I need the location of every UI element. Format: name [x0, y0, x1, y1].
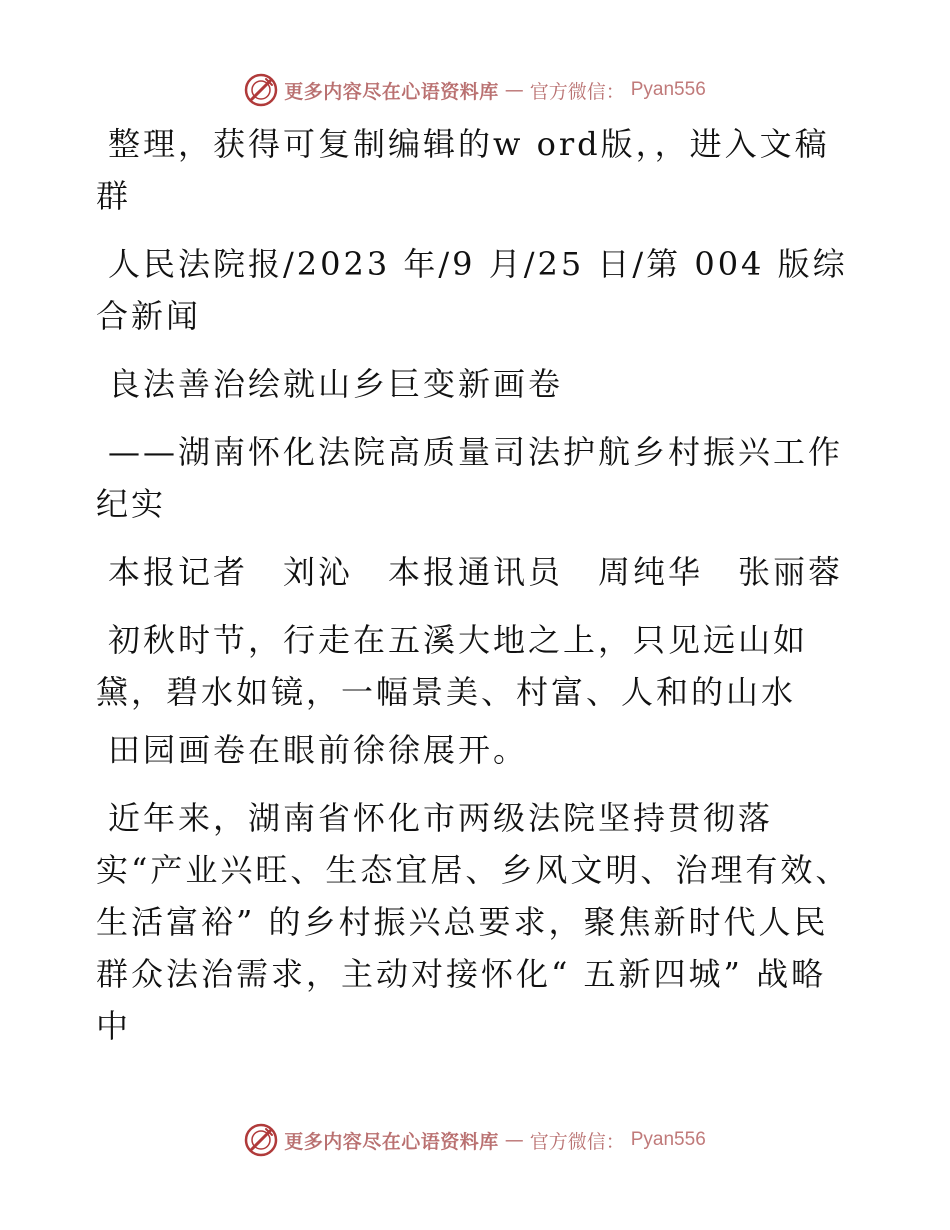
body-paragraph: 初秋时节，行走在五溪大地之上，只见远山如黛，碧水如镜，一幅景美、村富、人和的山水: [96, 621, 809, 711]
body-paragraph: 田园画卷在眼前徐徐展开。: [108, 731, 529, 769]
article-subtitle: ——湖南怀化法院高质量司法护航乡村振兴工作纪实: [96, 433, 844, 523]
byline: 本报记者 刘沁 本报通讯员 周纯华 张丽蓉: [108, 553, 844, 591]
watermark-footer: [0, 1120, 950, 1160]
seal-logo-icon: [244, 73, 278, 107]
watermark-wechat-label: 官方微信：: [529, 1130, 625, 1153]
watermark-header: [0, 70, 950, 110]
document-body: [96, 118, 856, 1064]
seal-logo-icon: [244, 1123, 278, 1157]
watermark-text: 更多内容尽在心语资料库: [284, 1130, 499, 1153]
body-paragraph: 近年来，湖南省怀化市两级法院坚持贯彻落实“产业兴旺、生态宜居、乡风文明、治理有效、生活富裕” 的乡村振兴总要求，聚焦新时代人民群众法治需求，主动对接怀化“ 五新四城” 战略中: [96, 799, 851, 1045]
watermark-wechat-label: 官方微信：: [529, 80, 625, 103]
article-title: 良法善治绘就山乡巨变新画卷: [108, 365, 564, 403]
watermark-wechat-id: Pyan556: [630, 79, 706, 100]
watermark-dash: —: [504, 1129, 524, 1151]
watermark-wechat-id: Pyan556: [630, 1129, 706, 1150]
watermark-dash: —: [504, 79, 524, 101]
source-line: 人民法院报/2023 年/9 月/25 日/第 004 版综合新闻: [96, 245, 848, 335]
intro-note: 整理，获得可复制编辑的w ord版，，进入文稿群: [96, 125, 830, 215]
watermark-text: 更多内容尽在心语资料库: [284, 80, 499, 103]
